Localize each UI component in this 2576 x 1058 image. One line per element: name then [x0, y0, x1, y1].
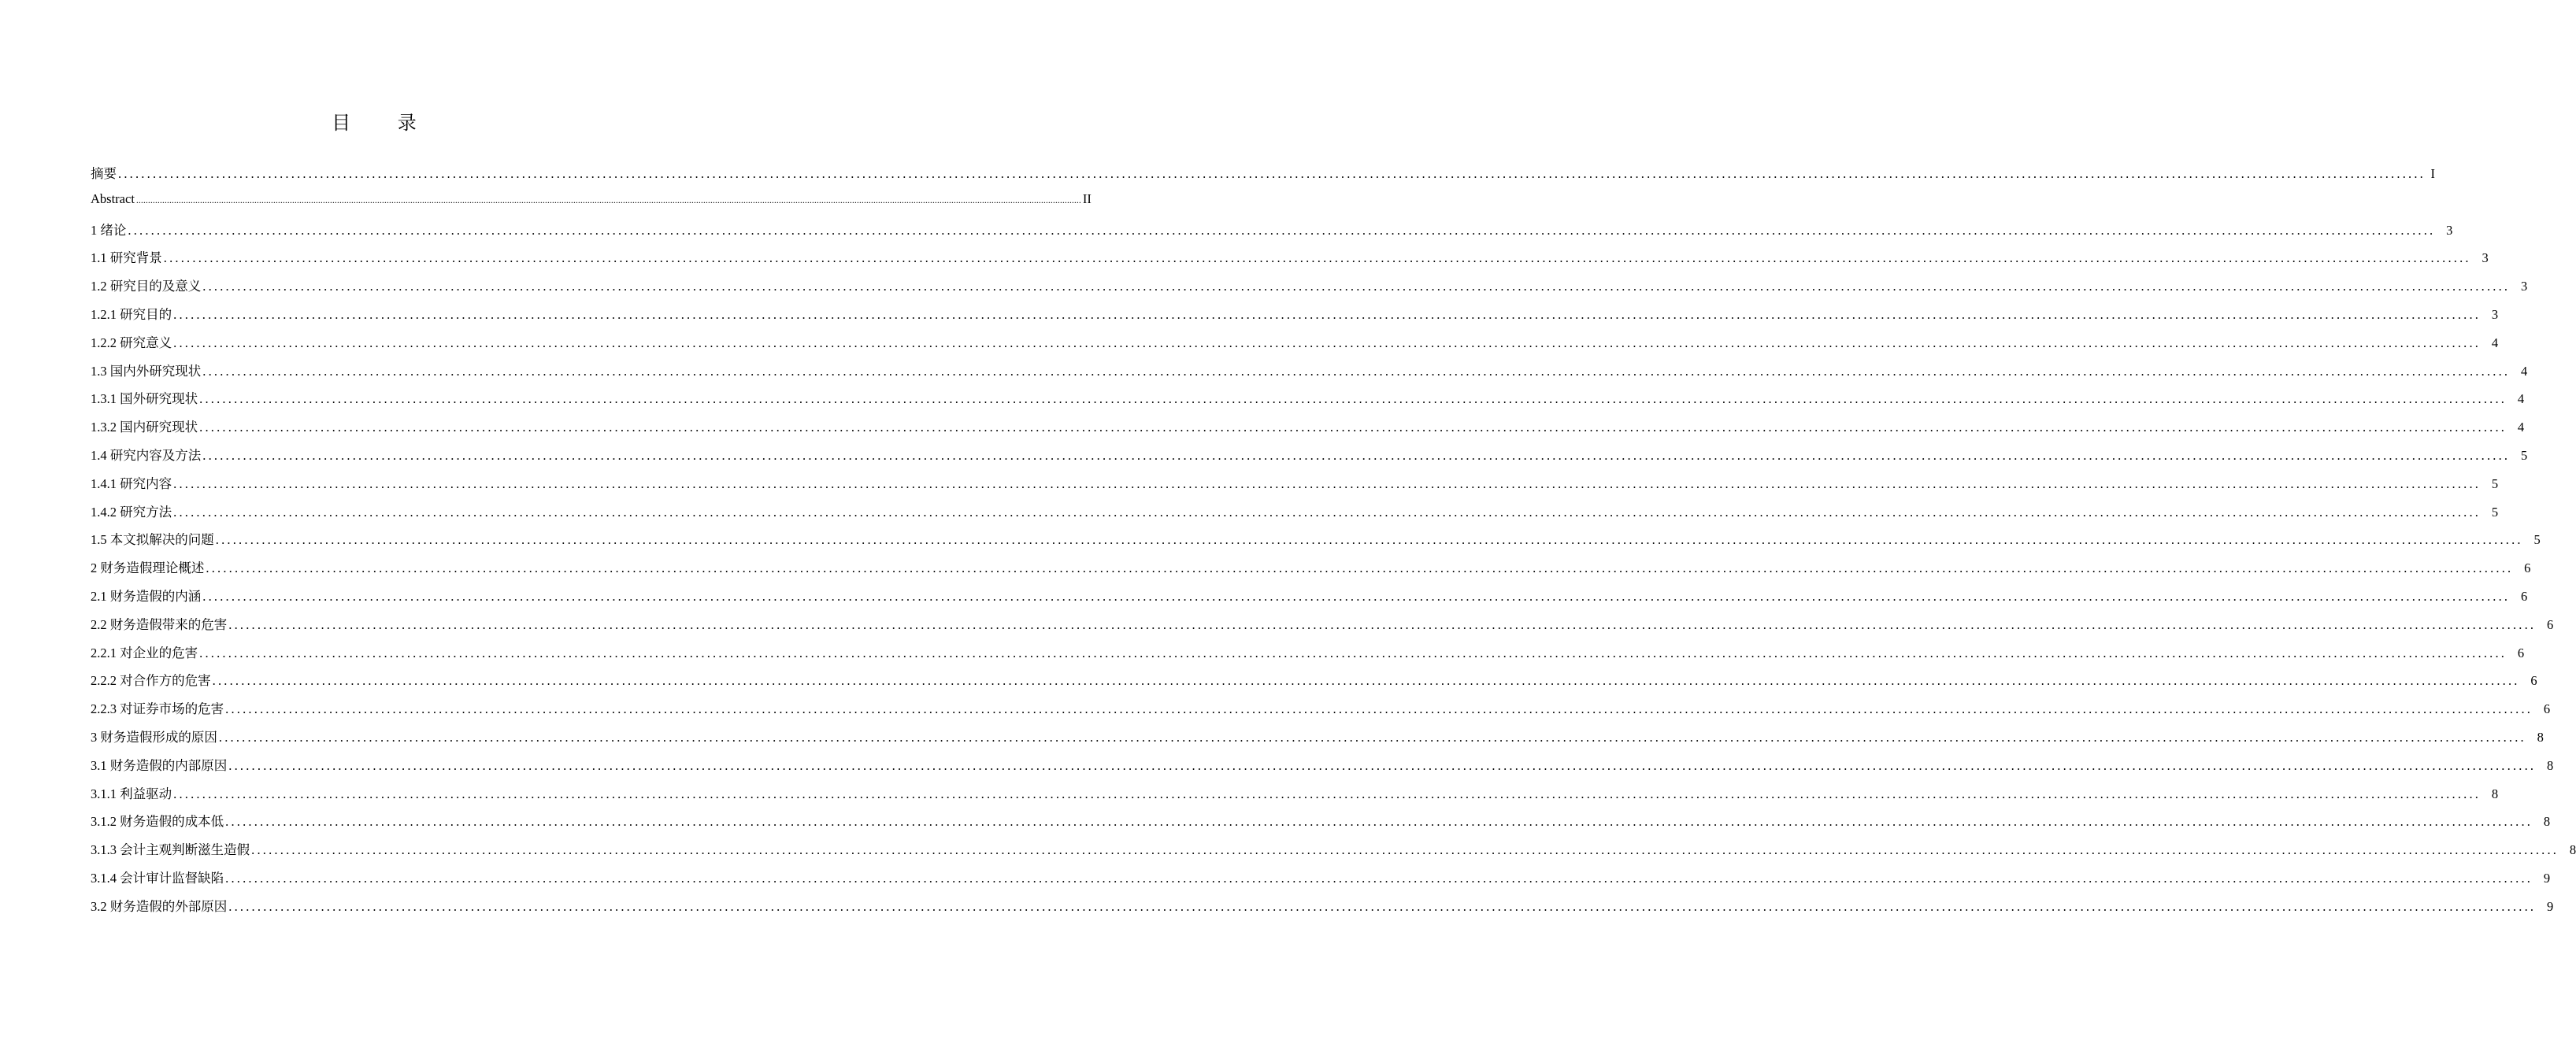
toc-entry-page-number: 9 — [2543, 870, 2551, 886]
toc-entry[interactable] — [91, 586, 2528, 614]
toc-leader-dots: ................................................................................................................................................................................................................................................................................................................................................................................................................ — [173, 335, 2481, 350]
toc-entry[interactable] — [91, 501, 2499, 530]
toc-entry-label: 1.2.1 研究目的 — [91, 306, 172, 322]
toc-entry-page-number: 8 — [2491, 786, 2499, 801]
toc-entry-page-number: 6 — [2543, 701, 2551, 717]
toc-leader-dots: ................................................................................................................................................................................................................................................................................................................................................................................................................ — [206, 560, 2514, 576]
toc-leader-dots: ................................................................................................................................................................................................................................................................................................................................................................................................................ — [173, 306, 2481, 322]
toc-leader-dots: ................................................................................................................................................................................................................................................................................................................................................................................................................ — [118, 166, 2426, 181]
toc-entry[interactable] — [91, 332, 2499, 361]
toc-leader-dots: ................................................................................................................................................................................................................................................................................................................................................................................................................ — [173, 786, 2481, 801]
toc-entry-page-number: 8 — [2543, 814, 2551, 830]
toc-entry[interactable] — [91, 755, 2554, 783]
toc-leader-dots: ................................................................................................................................................................................................................................................................................................................................................................................................................ — [135, 194, 1081, 205]
toc-leader-dots: ................................................................................................................................................................................................................................................................................................................................................................................................................ — [128, 222, 2436, 238]
toc-entry[interactable] — [91, 445, 2528, 473]
toc-entry-label: 3 财务造假形成的原因 — [91, 729, 217, 745]
toc-entry-label: 3.1.4 会计审计监督缺陷 — [91, 870, 224, 886]
toc-leader-dots: ................................................................................................................................................................................................................................................................................................................................................................................................................ — [225, 814, 2533, 830]
toc-leader-dots: ................................................................................................................................................................................................................................................................................................................................................................................................................ — [212, 673, 2520, 689]
toc-leader-dots: ................................................................................................................................................................................................................................................................................................................................................................................................................ — [215, 532, 2523, 548]
toc-entry-page-number: 4 — [2517, 391, 2525, 407]
toc-leader-dots: ................................................................................................................................................................................................................................................................................................................................................................................................................ — [199, 391, 2507, 407]
toc-entry-label: 1.4 研究内容及方法 — [91, 447, 202, 463]
toc-entry-label: 1.2.2 研究意义 — [91, 335, 172, 350]
toc-leader-dots: ................................................................................................................................................................................................................................................................................................................................................................................................................ — [173, 475, 2481, 491]
toc-leader-dots: ................................................................................................................................................................................................................................................................................................................................................................................................................ — [228, 757, 2537, 773]
toc-entry[interactable] — [91, 727, 2544, 755]
toc-leader-dots: ................................................................................................................................................................................................................................................................................................................................................................................................................ — [228, 898, 2537, 914]
toc-entry-label: 2 财务造假理论概述 — [91, 560, 205, 576]
toc-entry-label: 1.3 国内外研究现状 — [91, 363, 202, 379]
toc-entry-label: 2.2.1 对企业的危害 — [91, 645, 198, 660]
toc-entry-label: 3.1.3 会计主观判断滋生造假 — [91, 842, 250, 858]
toc-entry[interactable] — [91, 416, 2525, 445]
toc-entry[interactable] — [91, 642, 2525, 671]
toc-entry-label: 2.2.3 对证券市场的危害 — [91, 701, 224, 717]
toc-entry[interactable] — [91, 698, 2551, 727]
toc-entry[interactable] — [91, 473, 2499, 501]
toc-leader-dots: ................................................................................................................................................................................................................................................................................................................................................................................................................ — [202, 588, 2511, 604]
toc-entry-page-number: 5 — [2491, 504, 2499, 520]
toc-entry-page-number: 6 — [2530, 673, 2537, 689]
toc-entry[interactable] — [91, 811, 2551, 839]
toc-entry[interactable] — [91, 276, 2528, 304]
toc-entry-page-number: 3 — [2521, 279, 2528, 294]
toc-leader-dots: ................................................................................................................................................................................................................................................................................................................................................................................................................ — [202, 279, 2511, 294]
toc-entry[interactable] — [91, 191, 1092, 220]
toc-entry[interactable] — [91, 557, 2531, 586]
toc-leader-dots: ................................................................................................................................................................................................................................................................................................................................................................................................................ — [163, 250, 2471, 266]
toc-entry[interactable] — [91, 163, 2435, 191]
toc-entry-page-number: 6 — [2547, 616, 2554, 632]
toc-leader-dots: ................................................................................................................................................................................................................................................................................................................................................................................................................ — [202, 363, 2511, 379]
toc-entry-label: 3.1 财务造假的内部原因 — [91, 757, 228, 773]
toc-entry-page-number: I — [2430, 166, 2435, 181]
toc-entry-label: Abstract — [91, 191, 135, 206]
toc-entry-label: 2.2 财务造假带来的危害 — [91, 616, 228, 632]
toc-entry[interactable] — [91, 896, 2554, 924]
toc-entry[interactable] — [91, 529, 2541, 557]
toc-leader-dots: ................................................................................................................................................................................................................................................................................................................................................................................................................ — [199, 645, 2507, 660]
toc-entry-label: 3.1.2 财务造假的成本低 — [91, 814, 224, 830]
toc-entry-page-number: 9 — [2547, 898, 2554, 914]
toc-entry-page-number: II — [1082, 191, 1092, 206]
toc-entry-label: 1.4.1 研究内容 — [91, 475, 172, 491]
toc-entry-label: 1.3.2 国内研究现状 — [91, 420, 198, 435]
toc-entry[interactable] — [91, 867, 2551, 896]
toc-entry-page-number: 3 — [2446, 222, 2453, 238]
toc-entry-page-number: 8 — [2547, 757, 2554, 773]
toc-entry-label: 2.1 财务造假的内涵 — [91, 588, 202, 604]
toc-entry-label: 1.1 研究背景 — [91, 250, 162, 266]
toc-leader-dots: ................................................................................................................................................................................................................................................................................................................................................................................................................ — [199, 420, 2507, 435]
toc-entry-label: 3.2 财务造假的外部原因 — [91, 898, 228, 914]
toc-entry[interactable] — [91, 783, 2499, 812]
toc-entry-page-number: 4 — [2521, 363, 2528, 379]
toc-entry-label: 1 绪论 — [91, 222, 127, 238]
toc-leader-dots: ................................................................................................................................................................................................................................................................................................................................................................................................................ — [218, 729, 2526, 745]
toc-entry[interactable] — [91, 388, 2525, 416]
toc-entry[interactable] — [91, 247, 2489, 276]
toc-entry-label: 2.2.2 对合作方的危害 — [91, 673, 211, 689]
toc-entry-label: 1.3.1 国外研究现状 — [91, 391, 198, 407]
toc-leader-dots: ................................................................................................................................................................................................................................................................................................................................................................................................................ — [202, 447, 2511, 463]
toc-entry-label: 1.5 本文拟解决的问题 — [91, 532, 214, 548]
toc-entry-page-number: 5 — [2491, 475, 2499, 491]
toc-entry-page-number: 3 — [2481, 250, 2489, 266]
toc-leader-dots: ................................................................................................................................................................................................................................................................................................................................................................................................................ — [173, 504, 2481, 520]
toc-entry[interactable] — [91, 220, 2453, 248]
page-title: 目 录 — [332, 112, 437, 135]
toc-leader-dots: ................................................................................................................................................................................................................................................................................................................................................................................................................ — [228, 616, 2537, 632]
toc-entry-label: 1.2 研究目的及意义 — [91, 279, 202, 294]
toc-entry[interactable] — [91, 361, 2528, 389]
toc-entry-page-number: 8 — [2537, 729, 2544, 745]
toc-entry-page-number: 4 — [2491, 335, 2499, 350]
toc-entry-label: 摘要 — [91, 166, 117, 181]
table-of-contents — [91, 163, 2576, 924]
toc-leader-dots: ................................................................................................................................................................................................................................................................................................................................................................................................................ — [225, 701, 2533, 717]
toc-entry-page-number: 6 — [2521, 588, 2528, 604]
toc-leader-dots: ................................................................................................................................................................................................................................................................................................................................................................................................................ — [225, 870, 2533, 886]
toc-leader-dots: ................................................................................................................................................................................................................................................................................................................................................................................................................ — [251, 842, 2559, 858]
toc-entry-label: 1.4.2 研究方法 — [91, 504, 172, 520]
toc-entry[interactable] — [91, 839, 2576, 867]
toc-entry[interactable] — [91, 614, 2554, 642]
toc-entry[interactable] — [91, 670, 2537, 698]
toc-entry[interactable] — [91, 304, 2499, 332]
toc-entry-page-number: 8 — [2569, 842, 2576, 858]
toc-entry-page-number: 6 — [2517, 645, 2525, 660]
toc-entry-page-number: 4 — [2517, 420, 2525, 435]
toc-entry-page-number: 3 — [2491, 306, 2499, 322]
toc-entry-label: 3.1.1 利益驱动 — [91, 786, 172, 801]
toc-entry-page-number: 5 — [2521, 447, 2528, 463]
toc-entry-page-number: 5 — [2533, 532, 2541, 548]
toc-entry-page-number: 6 — [2524, 560, 2531, 576]
